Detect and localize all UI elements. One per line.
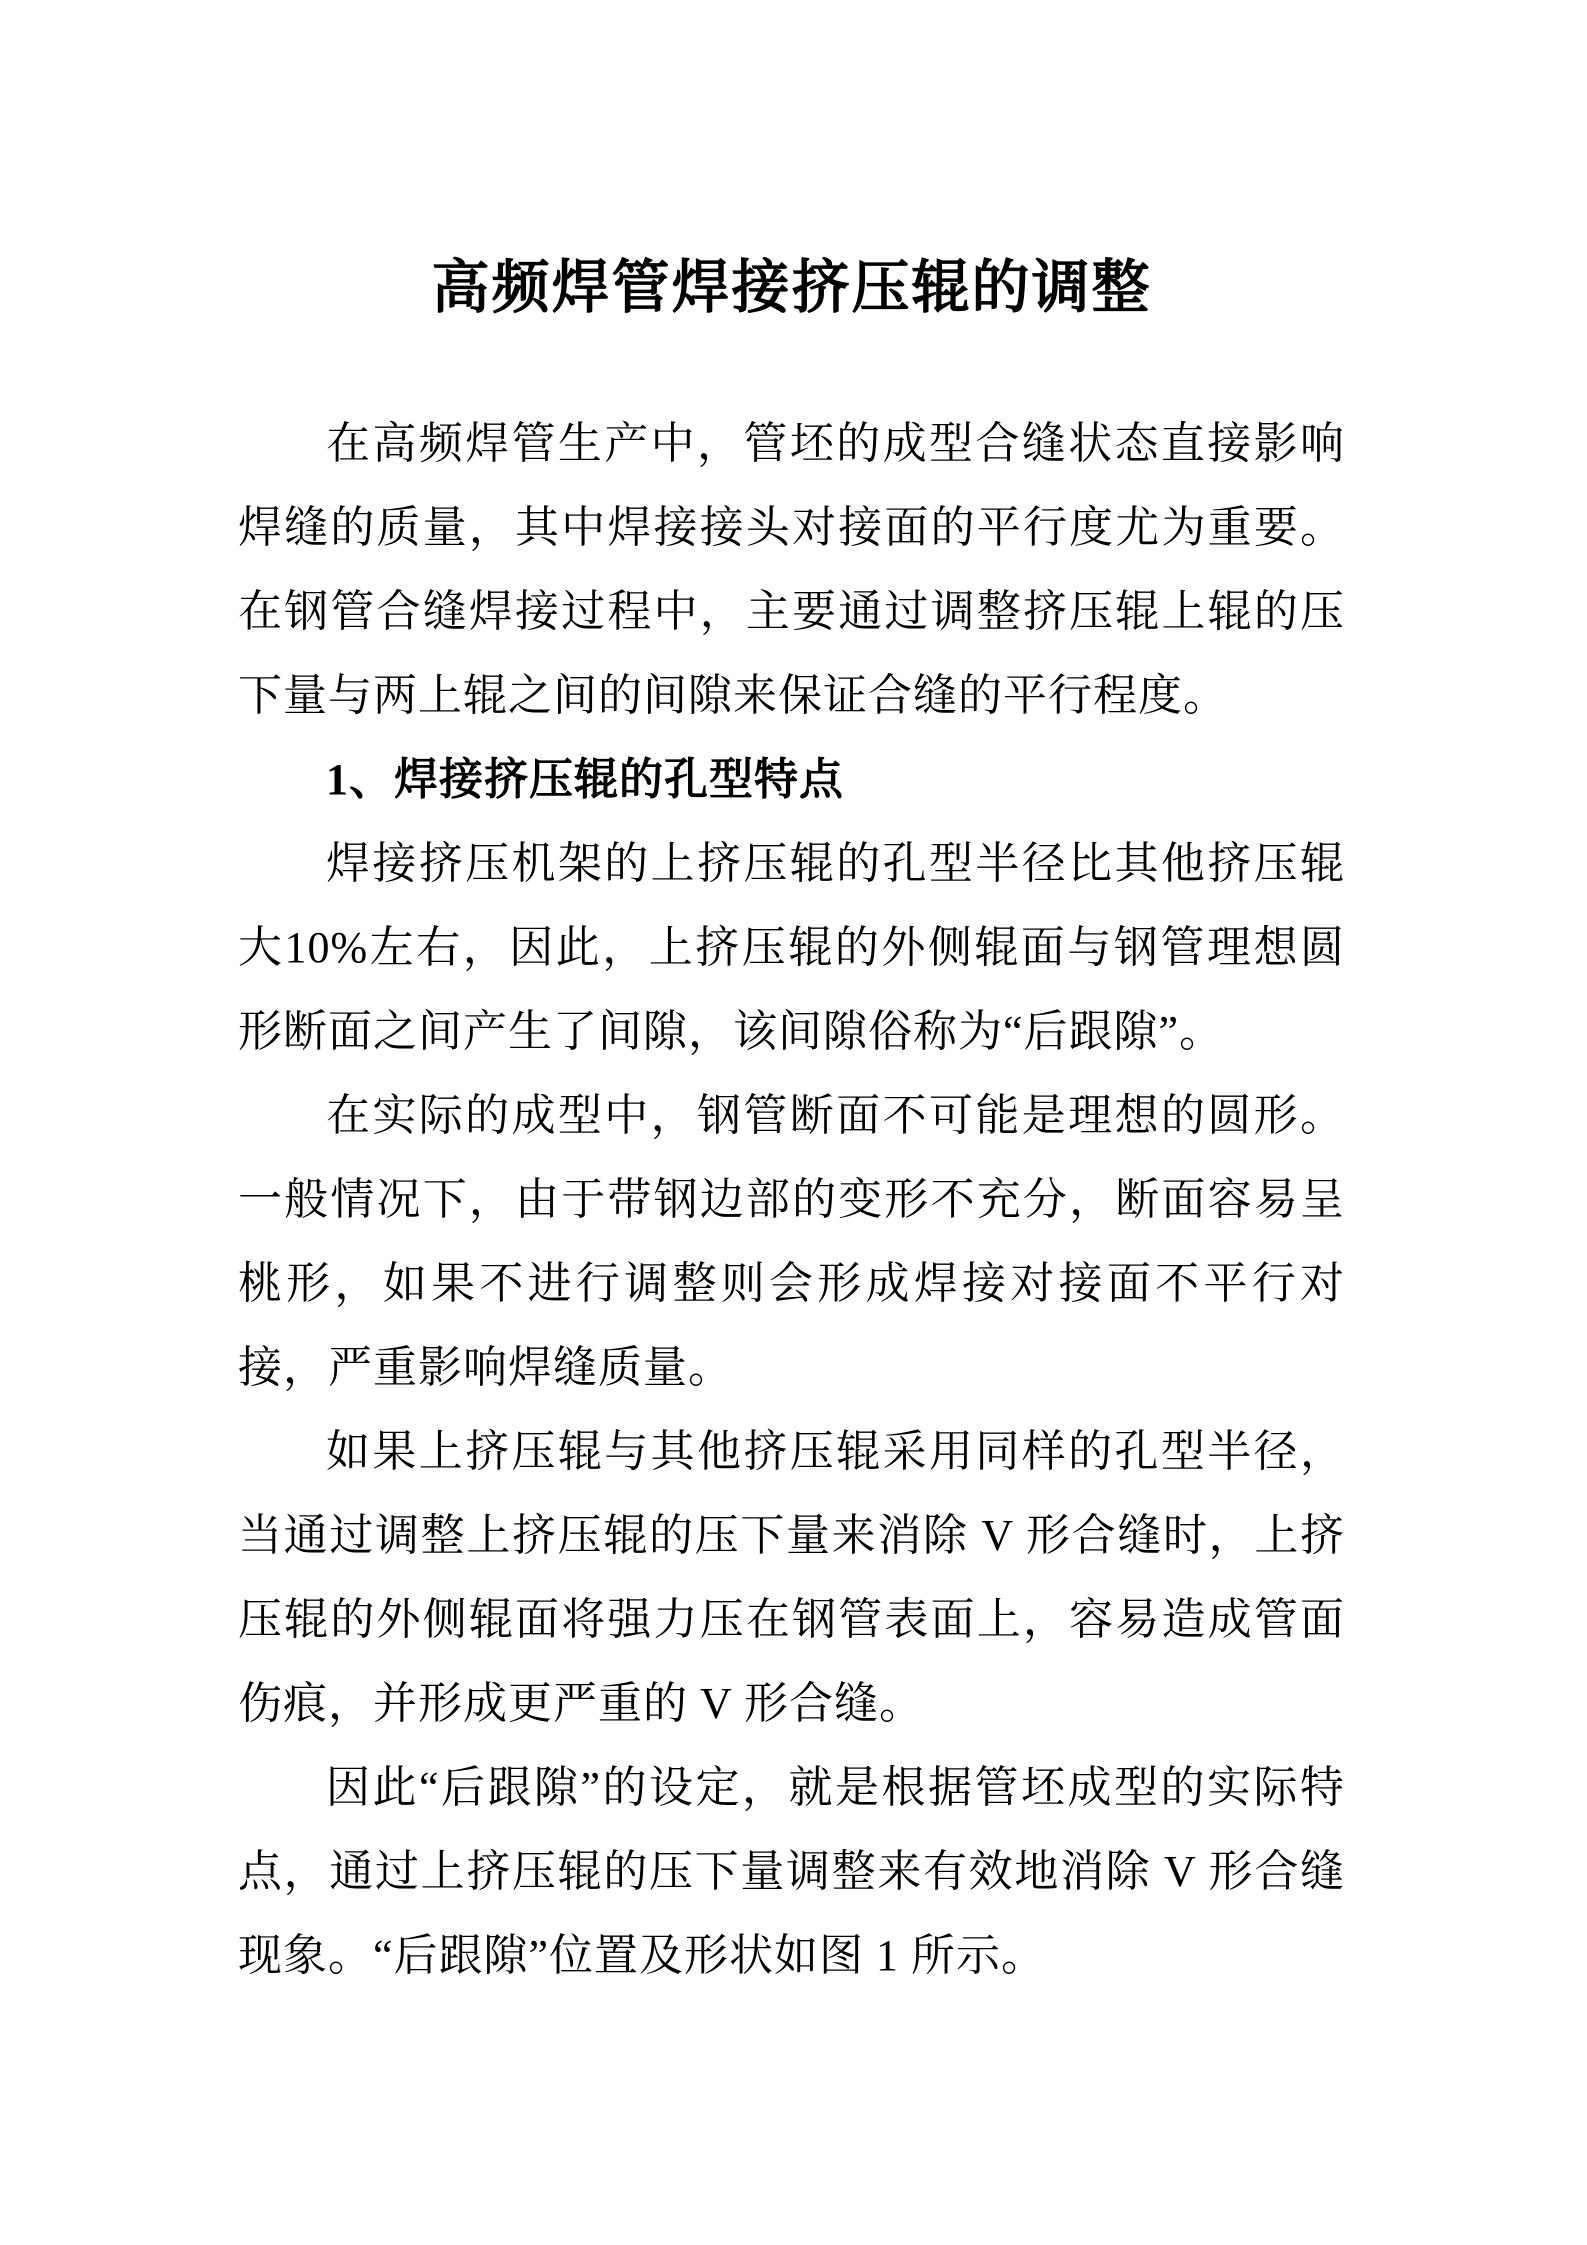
paragraph-same-radius-risk: 如果上挤压辊与其他挤压辊采用同样的孔型半径，当通过调整上挤压辊的压下量来消除 V 形合缝时，上挤压辊的外侧辊面将强力压在钢管表面上，容易造成管面伤痕，并形成更严重的 V 形合缝。	[238, 1427, 1345, 1728]
paragraph-intro: 在高频焊管生产中，管坯的成型合缝状态直接影响焊缝的质量，其中焊接接头对接面的平行度尤为重要。在钢管合缝焊接过程中，主要通过调整挤压辊上辊的压下量与两上辊之间的间隙来保证合缝的平行程度。	[238, 419, 1345, 720]
paragraph-groove-radius: 焊接挤压机架的上挤压辊的孔型半径比其他挤压辊大10%左右，因此，上挤压辊的外侧辊面与钢管理想圆形断面之间产生了间隙，该间隙俗称为“后跟隙”。	[238, 839, 1345, 1056]
document-title: 高频焊管焊接挤压辊的调整	[431, 255, 1152, 320]
paragraph-heel-gap-setting: 因此“后跟隙”的设定，就是根据管坯成型的实际特点，通过上挤压辊的压下量调整来有效地消除 V 形合缝现象。“后跟隙”位置及形状如图 1 所示。	[238, 1763, 1345, 1980]
paragraph-actual-forming: 在实际的成型中，钢管断面不可能是理想的圆形。一般情况下，由于带钢边部的变形不充分，断面容易呈桃形，如果不进行调整则会形成焊接对接面不平行对接，严重影响焊缝质量。	[238, 1091, 1345, 1392]
section-heading-1: 1、焊接挤压辊的孔型特点	[326, 755, 844, 804]
